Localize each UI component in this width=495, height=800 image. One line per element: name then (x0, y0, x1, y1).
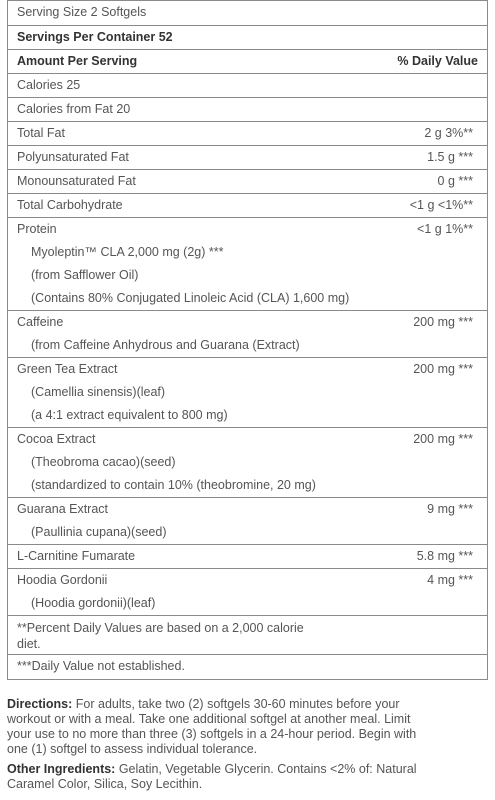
nutrient-row (8, 121, 487, 145)
percent-daily-footnote (8, 615, 487, 654)
ingredient-name: L-Carnitine Fumarate (17, 549, 136, 563)
directions-label: Directions: (7, 697, 73, 711)
daily-value-footnote (8, 654, 487, 679)
footnote-line: ***Daily Value not established. (17, 659, 185, 673)
directions-text: For adults, take two (2) softgels 30-60 minutes before your (72, 697, 400, 711)
ingredient-name: Hoodia Gordonii (17, 573, 108, 587)
nutrient-name: Polyunsaturated Fat (17, 150, 129, 164)
amount-per-serving-header: Amount Per Serving (17, 54, 138, 68)
serving-size-row (8, 1, 487, 25)
nutrient-value: <1 g 1%** (417, 222, 473, 236)
sub-row (8, 334, 487, 357)
ingredient-name: Guarana Extract (17, 502, 109, 516)
directions-paragraph (7, 697, 488, 757)
footnote-line: **Percent Daily Values are based on a 2,000 calorie (17, 621, 304, 635)
nutrient-value: 0 g *** (437, 174, 473, 188)
serving-size: Serving Size 2 Softgels (17, 5, 147, 19)
ingredient-detail: (Hoodia gordonii)(leaf) (31, 596, 156, 610)
directions-line (7, 697, 488, 712)
ingredient-row (8, 427, 487, 451)
nutrient-value: 1.5 g *** (427, 150, 473, 164)
other-ingredients-text: Gelatin, Vegetable Glycerin. Contains <2% of: Natural (115, 762, 417, 776)
sub-row (8, 287, 487, 310)
nutrient-name: Protein (17, 222, 57, 236)
ingredient-name: Cocoa Extract (17, 432, 96, 446)
ingredient-row (8, 544, 487, 568)
nutrient-name: Total Carbohydrate (17, 198, 123, 212)
sub-row (8, 592, 487, 615)
nutrient-name: Total Fat (17, 126, 65, 140)
header-row (8, 49, 487, 73)
myoleptin-line: (from Safflower Oil) (31, 268, 139, 282)
nutrient-row (8, 217, 487, 241)
ingredient-row (8, 310, 487, 334)
ingredient-row (8, 568, 487, 592)
servings-per-container-row (8, 25, 487, 49)
ingredient-value: 5.8 mg *** (416, 549, 473, 563)
calories-fat-row (8, 97, 487, 121)
nutrient-name: Monounsaturated Fat (17, 174, 136, 188)
calories-from-fat: Calories from Fat 20 (17, 102, 131, 116)
calories: Calories 25 (17, 78, 81, 92)
ingredient-value: 200 mg *** (413, 362, 473, 376)
nutrient-value: <1 g <1%** (409, 198, 473, 212)
sub-row (8, 381, 487, 404)
sub-row (8, 521, 487, 544)
nutrient-row (8, 169, 487, 193)
sub-row (8, 404, 487, 427)
nutrient-row (8, 145, 487, 169)
other-ingredients-label: Other Ingredients: (7, 762, 116, 776)
ingredient-detail: (a 4:1 extract equivalent to 800 mg) (31, 408, 228, 422)
calories-row (8, 73, 487, 97)
supplement-facts-table (7, 0, 488, 680)
sub-row (8, 241, 487, 264)
sub-row (8, 474, 487, 497)
ingredient-detail: (standardized to contain 10% (theobromine, 20 mg) (31, 478, 316, 492)
ingredient-detail: (Camellia sinensis)(leaf) (31, 385, 166, 399)
sub-row (8, 264, 487, 287)
ingredient-value: 9 mg *** (427, 502, 473, 516)
other-ingredients-line (7, 762, 488, 777)
servings-per-container: Servings Per Container 52 (17, 30, 173, 44)
daily-value-header: % Daily Value (397, 54, 478, 68)
other-ingredients-line: Caramel Color, Silica, Soy Lecithin. (7, 777, 203, 791)
ingredient-name: Green Tea Extract (17, 362, 118, 376)
other-ingredients-paragraph (7, 762, 488, 792)
ingredient-value: 4 mg *** (427, 573, 473, 587)
footnote-line: diet. (17, 637, 41, 651)
directions-line: one (1) softgel to assess individual tolerance. (7, 742, 258, 756)
nutrient-row (8, 193, 487, 217)
directions-line: workout or with a meal. Take one additional softgel at another meal. Limit (7, 712, 411, 726)
ingredient-detail: (from Caffeine Anhydrous and Guarana (Extract) (31, 338, 300, 352)
ingredient-name: Caffeine (17, 315, 64, 329)
ingredient-row (8, 357, 487, 381)
ingredient-detail: (Paullinia cupana)(seed) (31, 525, 167, 539)
ingredient-detail: (Theobroma cacao)(seed) (31, 455, 176, 469)
ingredient-value: 200 mg *** (413, 432, 473, 446)
directions-line: your use to no more than three (3) softgels in a 24-hour period. Begin with (7, 727, 417, 741)
ingredient-row (8, 497, 487, 521)
myoleptin-line: Myoleptin™ CLA 2,000 mg (2g) *** (31, 245, 224, 259)
ingredient-value: 200 mg *** (413, 315, 473, 329)
myoleptin-line: (Contains 80% Conjugated Linoleic Acid (CLA) 1,600 mg) (31, 291, 350, 305)
nutrient-value: 2 g 3%** (424, 126, 473, 140)
sub-row (8, 451, 487, 474)
